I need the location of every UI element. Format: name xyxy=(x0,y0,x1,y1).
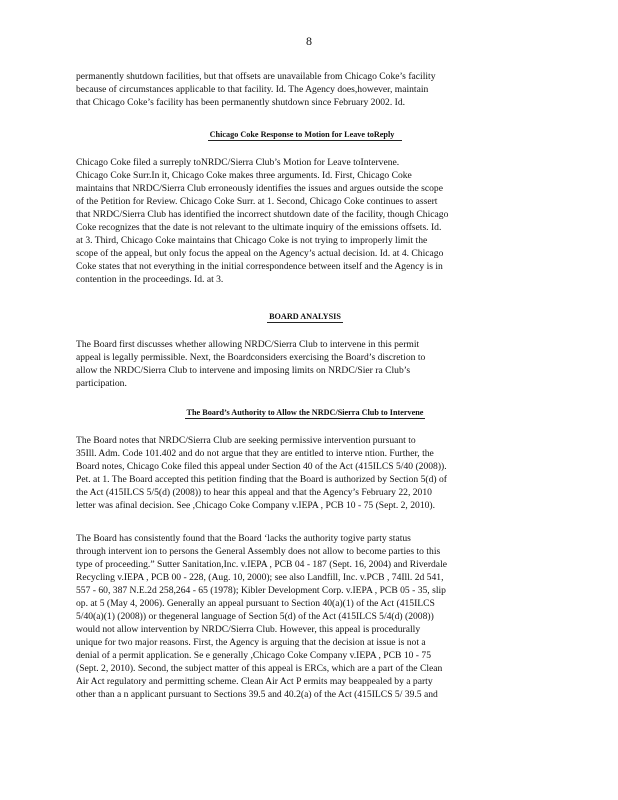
text-line: the Act (415ILCS 5/5(d) (2008)) to hear this appeal and that the Agency’s February 22, 2010 xyxy=(76,487,432,498)
text-line: 5/40(a)(1) (2008)) or thegeneral language of Section 5(d) of the Act (415ILCS 5/4(d) (2008)) xyxy=(76,611,434,622)
page-number: 8 xyxy=(306,34,312,48)
paragraph-chicago-coke-surreply xyxy=(76,156,534,286)
section-heading-chicago-coke-response: Chicago Coke Response to Motion for Leave toReply xyxy=(76,130,534,141)
text-line: would not allow intervention by NRDC/Sierra Club. However, this appeal is procedurally xyxy=(76,624,421,635)
section-heading-board-analysis: BOARD ANALYSIS xyxy=(269,312,341,321)
paragraph-board-consistently-found xyxy=(76,532,534,701)
text-line: Air Act regulatory and permitting scheme. Clean Air Act P ermits may beappealed by a party xyxy=(76,676,433,687)
paragraph-agency-argument xyxy=(76,70,534,109)
text-line: of the Petition for Review. Chicago Coke Surr. at 1. Second, Chicago Coke continues to assert xyxy=(76,196,438,207)
text-line: Coke states that not everything in the initial correspondence between itself and the Agency is in xyxy=(76,261,443,272)
text-line: Board notes, Chicago Coke filed this appeal under Section 40 of the Act (415ILCS 5/40 (2008)). xyxy=(76,461,447,472)
paragraph-board-discusses xyxy=(76,338,534,390)
text-line: because of circumstances applicable to that facility. Id. The Agency does,however, maintain xyxy=(76,84,429,95)
text-line: op. at 5 (May 4, 2006). Generally an appeal pursuant to Section 40(a)(1) of the Act (415ILCS xyxy=(76,598,435,609)
text-line: Pet. at 1. The Board accepted this petition finding that the Board is authorized by Section 5(d) of xyxy=(76,474,447,485)
text-line: allow the NRDC/Sierra Club to intervene and imposing limits on NRDC/Sier ra Club’s xyxy=(76,365,411,376)
paragraph-board-notes xyxy=(76,434,534,512)
text-line: letter was afinal decision. See ,Chicago Coke Company v.IEPA , PCB 10 - 75 (Sept. 2, 2010). xyxy=(76,500,436,511)
text-line: at 3. Third, Chicago Coke maintains that Chicago Coke is not trying to improperly limit the xyxy=(76,235,428,246)
text-line: that NRDC/Sierra Club has identified the incorrect shutdown date of the facility, though Chicago xyxy=(76,209,449,220)
text-line: Recycling v.IEPA , PCB 00 - 228, (Aug. 10, 2000); see also Landfill, Inc. v.PCB , 74Ill. 2d 541, xyxy=(76,572,444,583)
text-line: other than a n applicant pursuant to Sections 39.5 and 40.2(a) of the Act (415ILCS 5/ 39.5 and xyxy=(76,689,438,700)
text-line: through intervent ion to persons the General Assembly does not allow to become parties to this xyxy=(76,546,441,557)
text-line: Chicago Coke Surr.In it, Chicago Coke makes three arguments. Id. First, Chicago Coke xyxy=(76,170,412,181)
text-line: The Board first discusses whether allowing NRDC/Sierra Club to intervene in this permit xyxy=(76,339,420,350)
text-line: Coke recognizes that the date is not relevant to the ultimate inquiry of the emissions offsets. Id. xyxy=(76,222,442,233)
text-line: that Chicago Coke’s facility has been permanently shutdown since February 2002. Id. xyxy=(76,97,406,108)
text-line: 35Ill. Adm. Code 101.402 and do not argue that they are entitled to interve ntion. Further, the xyxy=(76,448,434,459)
text-line: The Board has consistently found that the Board ‘lacks the authority togive party status xyxy=(76,533,411,544)
section-heading-board-authority: The Board’s Authority to Allow the NRDC/Sierra Club to Intervene xyxy=(186,408,424,417)
text-line: appeal is legally permissible. Next, the Boardconsiders exercising the Board’s discretion to xyxy=(76,352,426,363)
text-line: The Board notes that NRDC/Sierra Club are seeking permissive intervention pursuant to xyxy=(76,435,416,446)
text-line: unique for two major reasons. First, the Agency is arguing that the decision at issue is not a xyxy=(76,637,426,648)
text-line: 557 - 60, 387 N.E.2d 258,264 - 65 (1978); Kibler Development Corp. v.IEPA , PCB 05 - 35, slip xyxy=(76,585,446,596)
text-line: maintains that NRDC/Sierra Club erroneously identifies the issues and argues outside the scope xyxy=(76,183,443,194)
text-line: scope of the appeal, but only focus the appeal on the Agency’s actual decision. Id. at 4. Chicago xyxy=(76,248,444,259)
text-line: Chicago Coke filed a surreply toNRDC/Sierra Club’s Motion for Leave toIntervene. xyxy=(76,157,400,168)
text-line: permanently shutdown facilities, but that offsets are unavailable from Chicago Coke’s facility xyxy=(76,71,436,82)
text-line: (Sept. 2, 2010). Second, the subject matter of this appeal is ERCs, which are a part of the Clean xyxy=(76,663,443,674)
text-line: participation. xyxy=(76,378,127,389)
text-line: contention in the proceedings. Id. at 3. xyxy=(76,274,224,285)
text-line: type of proceeding.” Sutter Sanitation,Inc. v.IEPA , PCB 04 - 187 (Sept. 16, 2004) and Riverdale xyxy=(76,559,447,570)
text-line: denial of a permit application. Se e generally ,Chicago Coke Company v.IEPA , PCB 10 - 75 xyxy=(76,650,431,661)
